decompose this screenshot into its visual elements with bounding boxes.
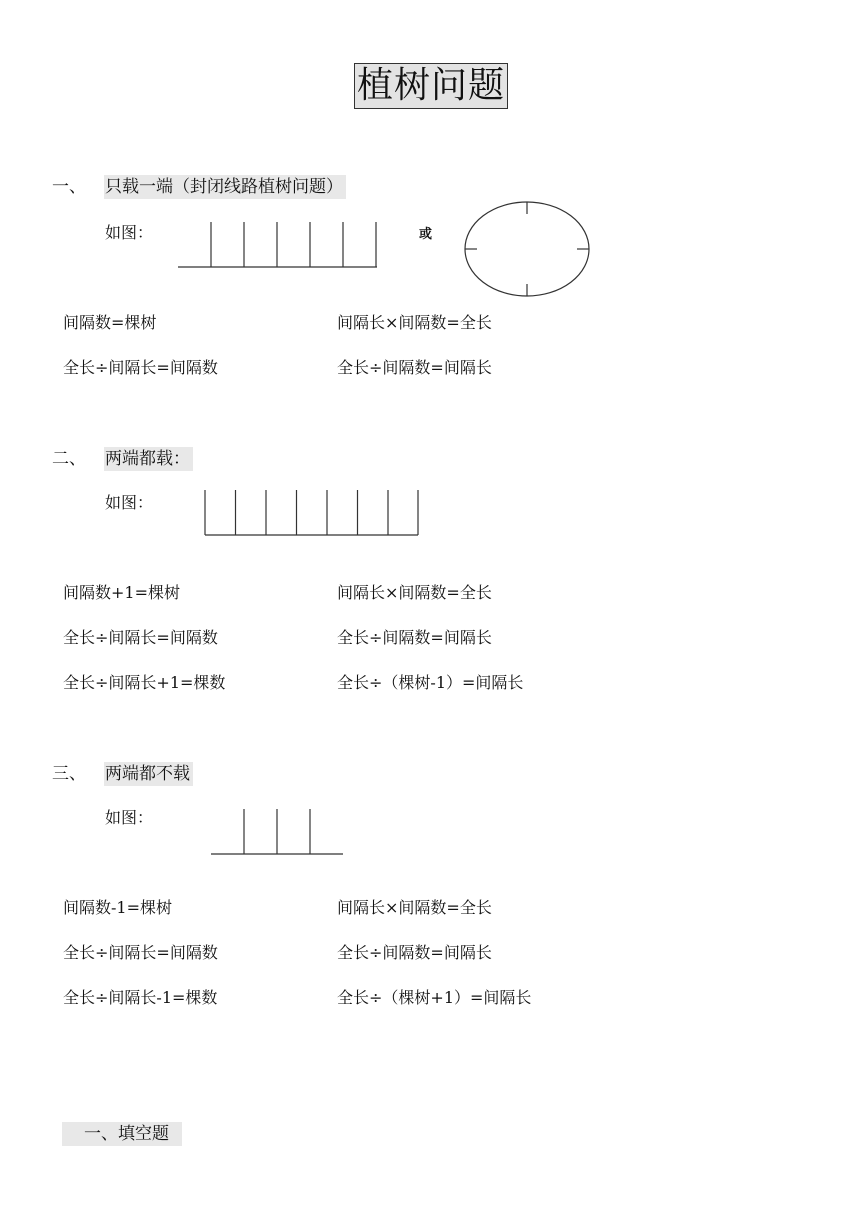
or-label: 或	[419, 227, 433, 242]
section-2-number: 二、	[52, 449, 86, 469]
page-title: 植树问题	[354, 63, 508, 109]
formula: 全长÷间隔长=间隔数	[63, 943, 218, 962]
section-2-figure-label: 如图：	[105, 493, 154, 512]
section-1-ellipse-diagram	[460, 198, 594, 300]
section-2-line-diagram	[200, 485, 425, 541]
formula: 全长÷间隔数=间隔长	[337, 943, 492, 962]
closed-path-ellipse	[465, 202, 589, 296]
formula: 间隔长×间隔数=全长	[337, 583, 492, 602]
section-1-figure-label: 如图：	[105, 223, 154, 242]
section-3-line-diagram	[205, 802, 350, 860]
formula: 间隔数=棵树	[63, 313, 157, 332]
formula: 全长÷间隔长=间隔数	[63, 628, 218, 647]
formula: 全长÷间隔长+1=棵数	[63, 673, 226, 692]
formula: 全长÷（棵树-1）=间隔长	[337, 673, 524, 692]
formula: 间隔长×间隔数=全长	[337, 313, 492, 332]
formula: 全长÷（棵树+1）=间隔长	[337, 988, 532, 1007]
section-3-heading: 两端都不载	[104, 762, 193, 786]
formula: 全长÷间隔数=间隔长	[337, 358, 492, 377]
section-2-heading: 两端都载：	[104, 447, 193, 471]
section-1-line-diagram	[170, 215, 385, 275]
section-1-number: 一、	[52, 177, 86, 197]
exercise-heading: 一、填空题	[62, 1122, 182, 1146]
section-1-heading: 只载一端（封闭线路植树问题）	[104, 175, 346, 199]
formula: 间隔数-1=棵树	[63, 898, 172, 917]
formula: 全长÷间隔数=间隔长	[337, 628, 492, 647]
formula: 全长÷间隔长=间隔数	[63, 358, 218, 377]
formula: 全长÷间隔长-1=棵数	[63, 988, 218, 1007]
section-3-figure-label: 如图：	[105, 808, 154, 827]
formula: 间隔长×间隔数=全长	[337, 898, 492, 917]
section-3-number: 三、	[52, 764, 86, 784]
formula: 间隔数+1=棵树	[63, 583, 180, 602]
